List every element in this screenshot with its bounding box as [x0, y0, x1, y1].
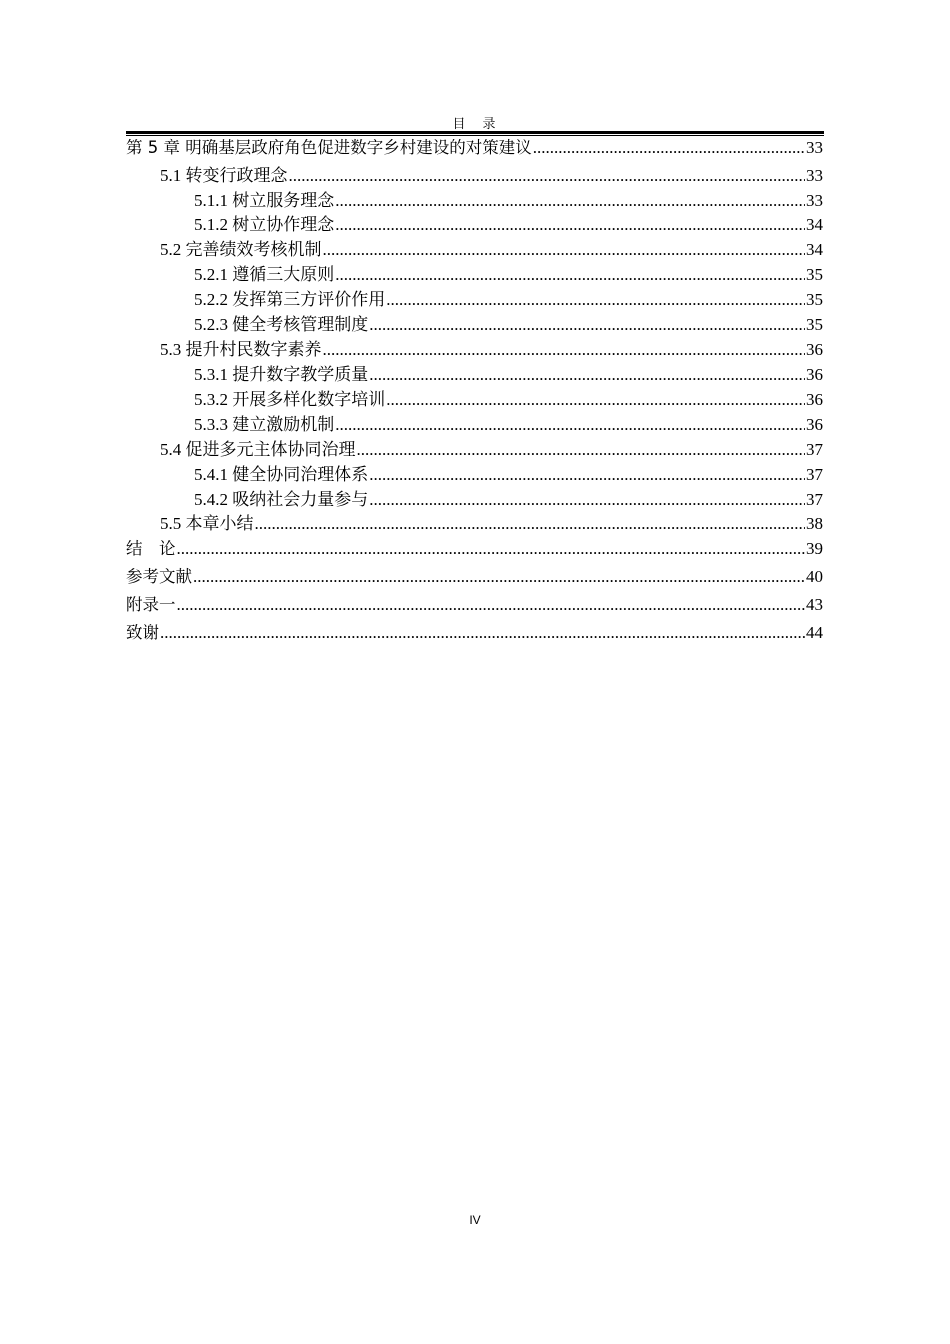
toc-entry-title: 附录一 [126, 595, 176, 614]
toc-entry-title: 第 5 章 明确基层政府角色促进数字乡村建设的对策建议 [126, 138, 532, 157]
toc-entry-title: 5.3 提升村民数字素养 [160, 340, 322, 359]
toc-entry[interactable] [126, 239, 823, 261]
toc-entry-page: 33 [806, 191, 823, 210]
toc-entry[interactable] [126, 389, 823, 411]
toc-entry-title: 5.1.1 树立服务理念 [194, 191, 335, 210]
toc-entry-title: 5.4.1 健全协同治理体系 [194, 465, 369, 484]
toc-entry-page: 38 [806, 514, 823, 533]
toc-dot-leader [369, 489, 805, 511]
toc-entry[interactable] [126, 513, 823, 535]
toc-entry[interactable] [126, 622, 823, 644]
toc-entry-title: 致谢 [126, 623, 159, 642]
toc-entry-page: 35 [806, 265, 823, 284]
toc-dot-leader [335, 414, 805, 436]
toc-entry-title: 5.2.1 遵循三大原则 [194, 265, 335, 284]
page-header-title: 目 录 [452, 116, 498, 131]
toc-dot-leader [177, 594, 806, 616]
toc-dot-leader [323, 339, 806, 361]
toc-entry[interactable] [126, 137, 823, 159]
toc-entry-page: 35 [806, 290, 823, 309]
toc-entry-page: 36 [806, 365, 823, 384]
toc-entry-title: 结 论 [126, 539, 176, 558]
toc-entry-title: 5.4 促进多元主体协同治理 [160, 440, 356, 459]
toc-entry[interactable] [126, 339, 823, 361]
toc-entry[interactable] [126, 314, 823, 336]
toc-entry[interactable] [126, 439, 823, 461]
toc-dot-leader [193, 566, 805, 588]
toc-entry-page: 40 [806, 567, 823, 586]
page-number: IV [469, 1213, 481, 1227]
toc-entry-page: 36 [806, 340, 823, 359]
toc-entry-title: 5.3.1 提升数字教学质量 [194, 365, 369, 384]
toc-entry-page: 34 [806, 215, 823, 234]
toc-dot-leader [177, 538, 806, 560]
toc-entry-title: 5.2 完善绩效考核机制 [160, 240, 322, 259]
toc-entry-page: 37 [806, 490, 823, 509]
toc-entry-page: 36 [806, 390, 823, 409]
toc-dot-leader [335, 214, 805, 236]
toc-entry-title: 5.1 转变行政理念 [160, 166, 288, 185]
toc-entry-page: 36 [806, 415, 823, 434]
toc-dot-leader [369, 464, 805, 486]
toc-dot-leader [335, 190, 805, 212]
toc-dot-leader [357, 439, 806, 461]
toc-dot-leader [369, 364, 805, 386]
toc-entry-page: 44 [806, 623, 823, 642]
toc-dot-leader [323, 239, 806, 261]
toc-entry-page: 37 [806, 440, 823, 459]
toc-entry[interactable] [126, 414, 823, 436]
toc-entry[interactable] [126, 190, 823, 212]
toc-entry[interactable] [126, 566, 823, 588]
toc-entry-title: 参考文献 [126, 567, 192, 586]
toc-entry[interactable] [126, 289, 823, 311]
toc-dot-leader [289, 165, 806, 187]
toc-entry-page: 33 [806, 166, 823, 185]
toc-dot-leader [386, 389, 805, 411]
toc-entry-page: 37 [806, 465, 823, 484]
toc-entry-title: 5.2.2 发挥第三方评价作用 [194, 290, 386, 309]
toc-entry-page: 35 [806, 315, 823, 334]
header-rule-thick [126, 131, 824, 134]
toc-entry-page: 39 [806, 539, 823, 558]
toc-entry-title: 5.3.3 建立激励机制 [194, 415, 335, 434]
toc-entry[interactable] [126, 489, 823, 511]
toc-entry-page: 43 [806, 595, 823, 614]
toc-entry[interactable] [126, 594, 823, 616]
toc-dot-leader [335, 264, 805, 286]
toc-dot-leader [533, 137, 805, 159]
toc-entry-title: 5.2.3 健全考核管理制度 [194, 315, 369, 334]
toc-entry[interactable] [126, 464, 823, 486]
toc-entry-page: 33 [806, 138, 823, 157]
toc-entry[interactable] [126, 264, 823, 286]
header-rule-thin [126, 135, 824, 136]
toc-entry[interactable] [126, 165, 823, 187]
toc-entry[interactable] [126, 538, 823, 560]
toc-entry-title: 5.5 本章小结 [160, 514, 254, 533]
toc-entry-title: 5.1.2 树立协作理念 [194, 215, 335, 234]
toc-dot-leader [369, 314, 805, 336]
toc-entry-page: 34 [806, 240, 823, 259]
toc-dot-leader [386, 289, 805, 311]
toc-entry-title: 5.3.2 开展多样化数字培训 [194, 390, 386, 409]
toc-entry[interactable] [126, 364, 823, 386]
toc-entry[interactable] [126, 214, 823, 236]
toc-dot-leader [160, 622, 805, 644]
toc-entry-title: 5.4.2 吸纳社会力量参与 [194, 490, 369, 509]
toc-dot-leader [255, 513, 806, 535]
